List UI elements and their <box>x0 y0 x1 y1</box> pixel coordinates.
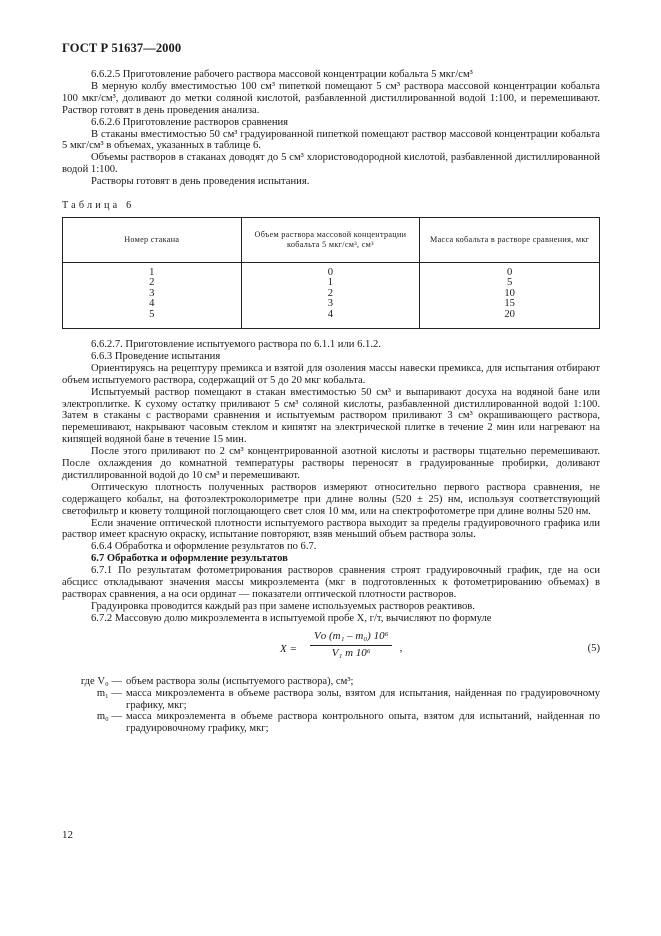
definition-text: масса микроэлемента в объеме раствора золы, взятом для испытания, найденная по градуировочному графику, мкг; <box>126 687 600 711</box>
paragraph: В стаканы вместимостью 50 см³ градуированной пипеткой помещают раствор массовой концентрации кобальта 5 мкг/см³ в объемах, указанных в таблице 6. <box>62 128 600 152</box>
table-6 <box>62 217 600 329</box>
table-value: 20 <box>504 308 515 320</box>
table-value: 2 <box>149 277 155 289</box>
paragraph: 6.6.3 Проведение испытания <box>91 350 221 362</box>
paragraph: 6.7.1 По результатам фотометрирования растворов сравнения строят градуировочный график, где на оси абсцисс откладывают значения массы микроэлемента (мкг в подготовленных к фотометрированию объемах) в растворах сравнения, а на оси ординат — показатели оптической плотности растворов. <box>62 565 600 600</box>
table-value: 2 <box>327 287 334 299</box>
table-value: 1 <box>149 266 155 278</box>
table-header-cell: Номер стакана <box>63 217 242 262</box>
definitions-list <box>62 676 600 736</box>
paragraph: Если значение оптической плотности испытуемого раствора выходит за пределы градуировочного графика или раствор имеет красную окраску, испытание повторяют, взяв меньший объем раствора золы. <box>62 517 600 541</box>
table-column-cell <box>241 262 420 328</box>
definition-symbol: где V₀ — <box>80 675 122 687</box>
paragraph: 6.6.2.5 Приготовление рабочего раствора массовой концентрации кобальта 5 мкг/см³ <box>91 69 473 80</box>
table-column-cell <box>420 262 600 328</box>
table-column-cell <box>63 262 242 328</box>
paragraph: Оптическую плотность полученных растворов измеряют относительно первого раствора сравнения, не содержащего кобальт, на фотоэлектроколориметре при длине волны (520 ± 25) нм, используя соответствующий светофильтр и кювету толщиной поглощающего свет слоя 10 мм, или на спектрофотометре при длине волны 520 нм. <box>62 481 600 517</box>
table-value: 0 <box>507 266 513 278</box>
section-heading: 6.7 Обработка и оформление результатов <box>91 553 288 565</box>
table-caption: Таблица 6 <box>62 200 135 212</box>
formula-5 <box>62 631 600 671</box>
paragraph: Испытуемый раствор помещают в стакан вместимостью 50 см³ и выпаривают досуха на водяной бане или электроплитке. К сухому остатку приливают 5 см³ соляной кислоты, разбавленной дистиллированной водой 1:100. Затем в стаканы с растворами сравнения и испытуемым раствором приливают 3 см³ окрашивающего раствора, перемешивают, накрывают часовым стеклом и кипятят на электрической плитке в течение 2 мин или нагревают на кипящей водяной бане в течение 15 мин. <box>62 386 600 446</box>
table-value: 15 <box>504 298 515 310</box>
page-number: 12 <box>62 829 73 841</box>
formula-number: (5) <box>587 642 600 654</box>
paragraph: Градуировка проводится каждый раз при замене используемых растворов реактивов. <box>91 600 475 612</box>
paragraph: 6.6.4 Обработка и оформление результатов по 6.7. <box>91 541 317 553</box>
definition-symbol: m₀ — <box>96 711 122 723</box>
table-value: 4 <box>149 298 155 310</box>
definition-text: масса микроэлемента в объеме раствора контрольного опыта, взятом для испытаний, найденная по градуировочному графику, мкг; <box>126 711 600 735</box>
table-value: 5 <box>507 277 513 289</box>
table-value: 10 <box>504 287 515 299</box>
definition-item <box>62 711 600 735</box>
document-body <box>62 69 600 735</box>
table-header-cell: Объем раствора массовой концентрации кобальта 5 мкг/см³, см³ <box>241 217 420 262</box>
table-header-cell: Масса кобальта в растворе сравнения, мкг <box>420 217 600 262</box>
paragraph: 6.7.2 Массовую долю микроэлемента в испытуемой пробе X, г/т, вычисляют по формуле <box>91 612 492 624</box>
definition-item <box>62 676 600 688</box>
formula-comma: , <box>399 641 403 654</box>
paragraph: Ориентируясь на рецептуру премикса и взятой для озоления массы навески премикса, для испытания отбирают объем испытуемого раствора, содержащий от 5 до 20 мкг кобальта. <box>62 362 600 386</box>
paragraph: 6.6.2.6 Приготовление растворов сравнения <box>91 116 289 128</box>
formula-denominator: V₁ m 10⁶ <box>331 646 371 659</box>
table-value: 5 <box>149 308 155 320</box>
table-value: 1 <box>327 277 334 289</box>
paragraph: 6.6.2.7. Приготовление испытуемого раствора по 6.1.1 или 6.1.2. <box>91 338 381 350</box>
paragraph: После этого приливают по 2 см³ концентрированной азотной кислоты и растворы тщательно перемешивают. После охлаждения до комнатной температуры растворы переносят в градуированные пробирки, доливают дистиллированной водой до 10 см³ и перемешивают. <box>62 446 600 481</box>
paragraph: В мерную колбу вместимостью 100 см³ пипеткой помещают 5 см³ раствора массовой концентрации кобальта 100 мкг/см³, доливают до метки соляной кислотой, разбавленной дистиллированной водой 1:100, и перемешивают. Раствор готовят в день проведения анализа. <box>62 80 600 116</box>
paragraph: Растворы готовят в день проведения испытания. <box>91 176 310 188</box>
formula-numerator: Vо (m₁ – m₀) 10⁶ <box>310 631 392 646</box>
definition-item <box>62 688 600 712</box>
definition-text: объем раствора золы (испытуемого раствора), см³; <box>126 675 354 687</box>
table-value: 3 <box>327 298 334 310</box>
paragraph: Объемы растворов в стаканах доводят до 5 см³ хлористоводородной кислотой, разбавленной дистиллированной водой 1:100. <box>62 152 600 176</box>
table-value: 4 <box>327 308 334 320</box>
definition-symbol: m₁ — <box>96 687 122 699</box>
table-value: 3 <box>149 287 155 299</box>
table-value: 0 <box>327 266 334 278</box>
formula-fraction <box>280 629 403 660</box>
document-header: ГОСТ Р 51637—2000 <box>62 41 182 55</box>
formula-lhs: X = <box>280 642 297 655</box>
